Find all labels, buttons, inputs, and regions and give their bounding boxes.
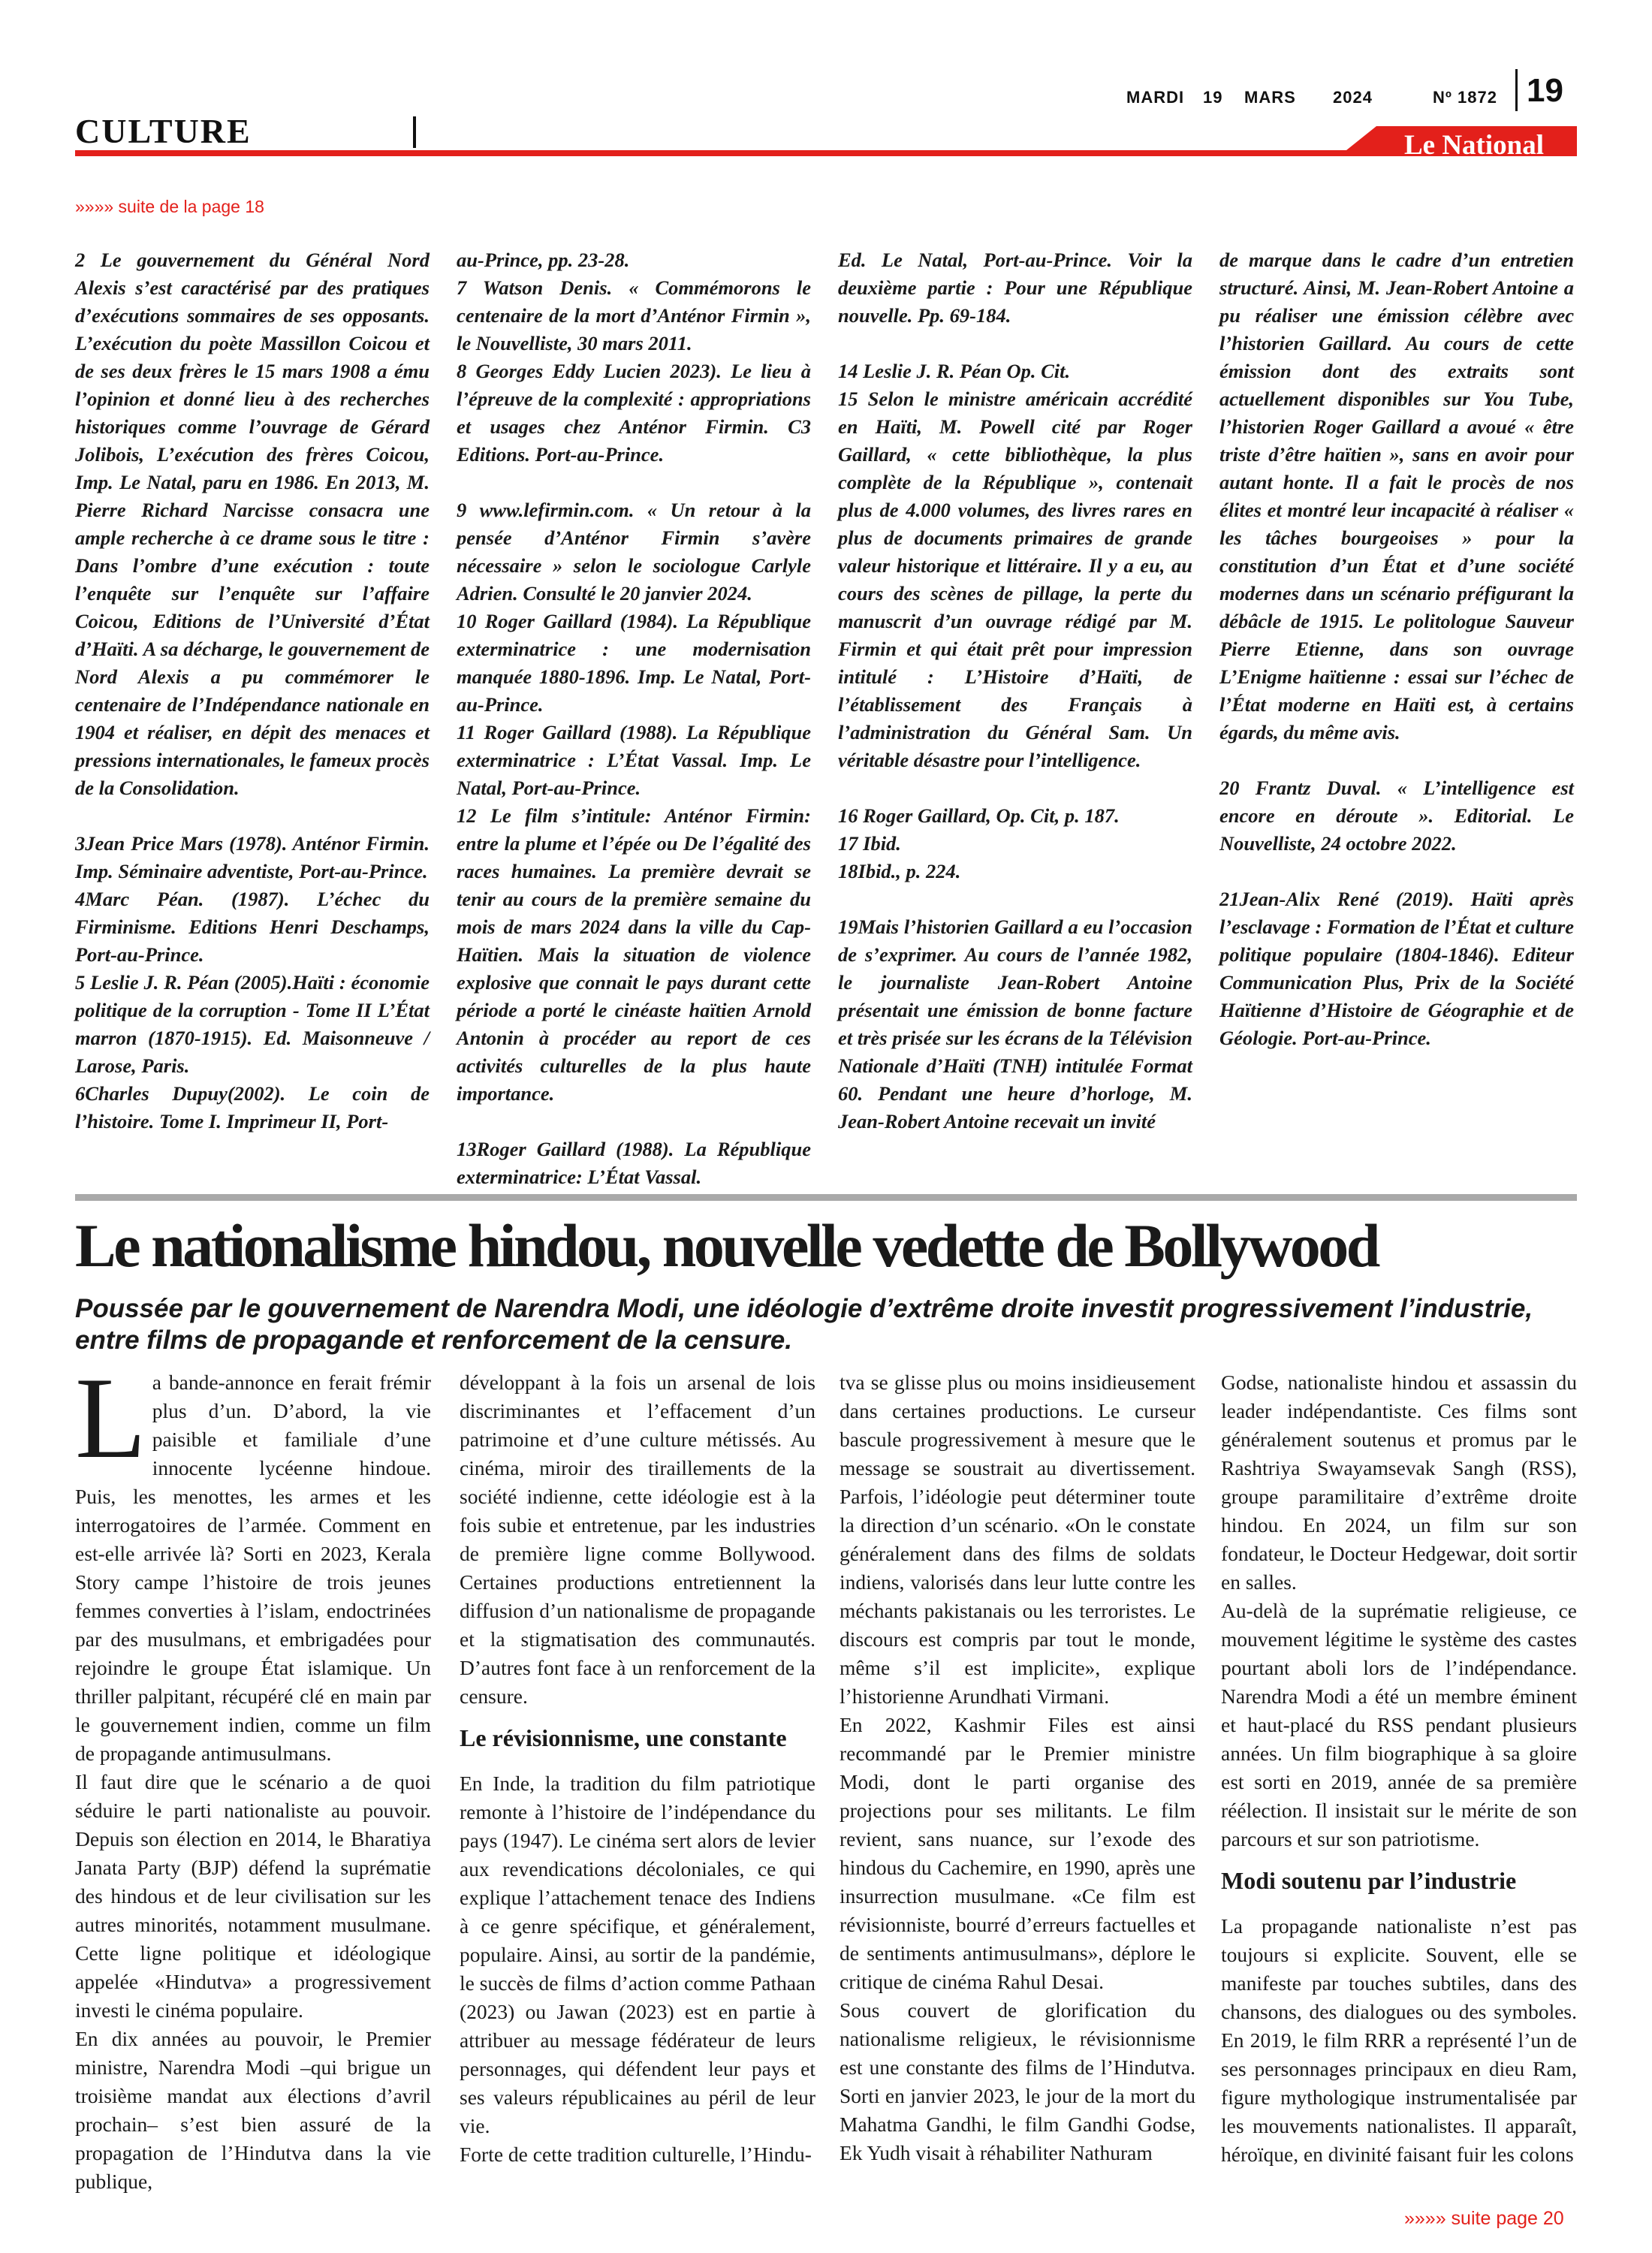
note-2: 2 Le gouvernement du Général Nord Alexis s’est caractérisé par des pratiques d’exécutions sommaires de ses opposants. L’exécution du poète Massillon Coicou et de ses deux frères le 15 mars 1908 a ému l’opinion et donné lieu à des recherches historiques comme l’ouvrage de Gérard Jolibois, L’exécution des frères Coicou, Imp. Le Natal, paru en 1986. En 2013, M. Pierre Richard Narcisse consacra une ample recherche à ce drame sous le titre : Dans l’ombre d’une exécution : toute l’enquête sur l’enquête sur l’affaire Coicou, Editions de l’Université d’État d’Haïti. A sa décharge, le gouvernement de Nord Alexis a pu commémorer le centenaire de l’Indépendance nationale en 1904 et réaliser, en dépit des menaces et pressions internationales, le fameux procès de la Consolidation. (75, 249, 430, 799)
note-8: 8 Georges Eddy Lucien 2023). Le lieu à l’épreuve de la complexité : appropriations et usages chez Anténor Firmin. C3 Editions. Port-au-Prince. (457, 360, 811, 466)
continued-on-link[interactable]: »»»» suite page 20 (1404, 2208, 1564, 2229)
note-6: 6Charles Dupuy(2002). Le coin de l’histoire. Tome I. Imprimeur II, Port- (75, 1082, 430, 1133)
header-month: MARS (1244, 88, 1296, 107)
issue-number: Nº 1872 (1433, 88, 1497, 107)
subheading-modi-industry: Modi soutenu par l’industrie (1221, 1867, 1517, 1894)
article-headline: Le nationalisme hindou, nouvelle vedette de Bollywood (75, 1211, 1378, 1280)
article-paragraph: En Inde, la tradition du film patriotique remonte à l’histoire de l’indépendance du pays (1947). Le cinéma sert alors de levier aux revendications décoloniales, ce qui explique l’attachement tenace des Indiens à ce genre spécifique, et généralement, populaire. Ainsi, au sortir de la pandémie, le succès de films d’action comme Pathaan (2023) ou Jawan (2023) est en partie à attribuer au message fédérateur de leurs personnages, qui défendent leur pays et ses valeurs républicaines au péril de leur vie. (460, 1772, 815, 2137)
note-18: 18Ibid., p. 224. (838, 860, 961, 882)
article-column-2 (460, 1368, 815, 2169)
note-10: 10 Roger Gaillard (1984). La République exterminatrice : une modernisation manquée 1880-1896. Imp. Le Natal, Port-au-Prince. (457, 610, 811, 716)
article-paragraph: Au-delà de la suprématie religieuse, ce mouvement légitime le système des castes pourtant aboli lors de l’indépendance. Narendra Modi a été un membre éminent et haut-placé du RSS pendant plusieurs années. Un film biographique à sa gloire est sorti en 2019, année de sa première réélection. Il insistait sur le mérite de son parcours et sur son patriotisme. (1221, 1599, 1577, 1850)
lead-text: a bande-annonce en ferait frémir plus d’un. D’abord, la vie paisible et familiale d’une innocente lycéenne hindoue. Puis, les menottes, les armes et les interrogatoires de l’armée. Comment en est-elle arrivée là? Sorti en 2023, Kerala Story campe l’histoire de trois jeunes femmes converties à l’islam, endoctrinées par des musulmans, et embrigadées pour rejoindre le groupe État islamique. Un thriller palpitant, récupéré clé en main par le gouvernement indien, comme un film de propagande antimusulmans. (75, 1371, 431, 1765)
article-paragraph: Il faut dire que le scénario a de quoi séduire le parti nationaliste au pouvoir. Depuis son élection en 2014, le Bharatiya Janata Party (BJP) défend la suprématie des hindous et de leur civilisation sur les autres minorités, notamment musulmane. Cette ligne politique et idéologique appelée «Hindutva» a progressivement investi le cinéma populaire. (75, 1770, 431, 2022)
drop-cap: L (75, 1353, 146, 1482)
continued-from-link[interactable]: »»»» suite de la page 18 (75, 197, 264, 216)
note-11: 11 Roger Gaillard (1988). La République exterminatrice : L’État Vassal. Imp. Le Natal, Port-au-Prince. (457, 721, 811, 799)
note-16: 16 Roger Gaillard, Op. Cit, p. 187. (838, 804, 1120, 827)
article-paragraph: La propagande nationaliste n’est pas toujours si explicite. Souvent, elle se manifeste par touches subtiles, dans des chansons, des dialogues ou des symboles. En 2019, le film RRR a représenté l’un de ses personnages principaux en dieu Ram, figure mythologique instrumentalisée par les mouvements nationalistes. Il apparaît, héroïque, en divinité faisant fuir les colons (1221, 1914, 1577, 2166)
article-standfirst: Poussée par le gouvernement de Narendra Modi, une idéologie d’extrême droite investit progressivement l’industrie, entre films de propagande et renforcement de la censure. (75, 1294, 1533, 1355)
article-paragraph: développant à la fois un arsenal de lois discriminantes et l’effacement d’un patrimoine et d’une culture métissés. Au cinéma, miroir des tiraillements de la société indienne, cette idéologie est à la fois subie et entretenue, par les industries de première ligne comme Bollywood. Certaines productions entretiennent la diffusion d’un nationalisme de propagande et la stigmatisation des communautés. D’autres font face à un renforcement de la censure. (460, 1371, 815, 1708)
article-paragraph: tva se glisse plus ou moins insidieusement dans certaines productions. Le curseur bascule progressivement à mesure que le message se soustrait au divertissement. Parfois, l’idéologie peut déterminer toute la direction d’un scénario. «On le constate généralement dans des films de soldats indiens, valorisés dans leur lutte contre les méchants pakistanais ou les terroristes. Le discours est compris par tout le monde, même s’il est implicite», explique l’historienne Arundhati Virmani. (840, 1371, 1195, 1708)
note-19: 19Mais l’historien Gaillard a eu l’occasion de s’exprimer. Au cours de l’année 1982, le journaliste Jean-Robert Antoine présentait une émission de bonne facture et très prisée sur les écrans de la Télévision Nationale d’Haïti (TNH) intitulée Format 60. Pendant une heure d’horloge, M. Jean-Robert Antoine recevait un invité (838, 915, 1192, 1133)
notes-column-1 (75, 246, 430, 1136)
brand-name: Le National (1403, 130, 1545, 161)
note-13-cont: Ed. Le Natal, Port-au-Prince. Voir la deuxième partie : Pour une République nouvelle. Pp. 69-184. (838, 249, 1192, 327)
article-paragraph: Godse, nationaliste hindou et assassin du leader indépendantiste. Ces films sont généralement soutenus et promus par le Rashtriya Swayamsevak Sangh (RSS), groupe paramilitaire d’extrême droite hindou. En 2024, un film sur son fondateur, le Docteur Hedgewar, doit sortir en salles. (1221, 1371, 1577, 1594)
note-19-cont: de marque dans le cadre d’un entretien structuré. Ainsi, M. Jean-Robert Antoine a pu réaliser une émission célèbre avec l’historien Gaillard. Au cours de cette émission dont des extraits sont actuellement disponibles sur You Tube, l’historien Roger Gaillard a avoué « être triste d’être haïtien », sans en avoir pour autant honte. Il a fait le procès de nos élites et montré leur incapacité à réaliser « les tâches bourgeoises » pour la constitution d’un État et d’une société modernes dans un scénario préfigurant la débâcle de 1915. Le politologue Sauveur Pierre Etienne, dans son ouvrage L’Enigme haïtienne : essai sur l’échec de l’État moderne en Haïti est, à certains égards, du même avis. (1219, 249, 1574, 743)
note-13: 13Roger Gaillard (1988). La République exterminatrice: L’État Vassal. (457, 1138, 811, 1188)
note-17: 17 Ibid. (838, 832, 901, 855)
note-9: 9 www.lefirmin.com. « Un retour à la pensée d’Anténor Firmin s’avère nécessaire » selon le sociologue Carlyle Adrien. Consulté le 20 janvier 2024. (457, 499, 811, 605)
article-column-4 (1221, 1368, 1577, 2169)
header-divider (1515, 69, 1518, 111)
article-paragraph: Forte de cette tradition culturelle, l’Hindu- (460, 2143, 812, 2166)
article-paragraph: Sous couvert de glorification du nationalisme religieux, le révisionnisme est une constante des films de l’Hindutva. Sorti en janvier 2023, le jour de la mort du Mahatma Gandhi, le film Gandhi Godse, Ek Yudh visait à réhabiliter Nathuram (840, 1998, 1195, 2164)
section-title: CULTURE (75, 112, 252, 150)
note-3: 3Jean Price Mars (1978). Anténor Firmin. Imp. Séminaire adventiste, Port-au-Prince. (75, 832, 430, 882)
notes-column-2 (457, 246, 811, 1191)
notes-column-4 (1219, 246, 1574, 1052)
subheading-revisionism: Le révisionnisme, une constante (460, 1724, 787, 1751)
article-column-1 (75, 1353, 431, 2196)
note-14: 14 Leslie J. R. Péan Op. Cit. (838, 360, 1071, 382)
note-21: 21Jean-Alix René (2019). Haïti après l’esclavage : Formation de l’État et culture politique populaire (1804-1846). Editeur Communication Plus, Prix de la Société Haïtienne d’Histoire de Géographie et de Géologie. Port-au-Prince. (1219, 888, 1574, 1049)
article-column-3 (840, 1368, 1195, 2167)
article-paragraph: En dix années au pouvoir, le Premier ministre, Narendra Modi –qui brigue un troisième mandat aux élections d’avril prochain– s’est bien assuré de la propagation de l’Hindutva dans la vie publique, (75, 2027, 431, 2193)
note-6-cont: au-Prince, pp. 23-28. (457, 249, 630, 271)
notes-column-3 (838, 246, 1192, 1136)
page-number: 19 (1527, 72, 1563, 109)
article-paragraph: En 2022, Kashmir Files est ainsi recommandé par le Premier ministre Modi, dont le parti organise des projections pour ses militants. Le film revient, sans nuance, sur l’exode des hindous du Cachemire, en 1990, après une insurrection musulmane. «Ce film est révisionniste, bourré d’erreurs factuelles et de sentiments antimusulmans», déplore le critique de cinéma Rahul Desai. (840, 1713, 1195, 1993)
article-separator (75, 1194, 1577, 1201)
note-4: 4Marc Péan. (1987). L’échec du Firminisme. Editions Henri Deschamps, Port-au-Prince. (75, 888, 430, 966)
note-15: 15 Selon le ministre américain accrédité en Haïti, M. Powell cité par Roger Gaillard, « cette bibliothèque, la plus complète de la République », contenait plus de 4.000 volumes, des livres rares en plus de documents primaires de grande valeur historique et littéraire. Il y a eu, au cours des scènes de pillage, la perte du manuscrit d’un ouvrage rédigé par M. Firmin et qui était prêt pour impression intitulé : L’Histoire d’Haïti, de l’établissement des Français à l’administration du Général Sam. Un véritable désastre pour l’intelligence. (838, 388, 1192, 771)
note-5: 5 Leslie J. R. Péan (2005).Haïti : économie politique de la corruption - Tome II L’État marron (1870-1915). Ed. Maisonneuve / Larose, Paris. (75, 971, 430, 1077)
section-divider (413, 116, 416, 148)
note-12: 12 Le film s’intitule: Anténor Firmin: entre la plume et l’épée ou De l’égalité des races humaines. La première devrait se tenir au cours de la première semaine du mois de mars 2024 dans la ville du Cap-Haïtien. Mais la situation de violence explosive que connait le pays durant cette période a porté le cinéaste haïtien Arnold Antonin à procéder au report de ces activités culturelles de la plus haute importance. (457, 804, 811, 1105)
header-year: 2024 (1333, 88, 1373, 107)
header-date: 19 (1203, 88, 1223, 107)
header-day: MARDI (1126, 88, 1185, 107)
note-20: 20 Frantz Duval. « L’intelligence est encore en déroute ». Editorial. Le Nouvelliste, 24 octobre 2022. (1219, 777, 1574, 855)
note-7: 7 Watson Denis. « Commémorons le centenaire de la mort d’Anténor Firmin », le Nouvelliste, 30 mars 2011. (457, 276, 811, 354)
article-paragraph (75, 1353, 431, 1768)
